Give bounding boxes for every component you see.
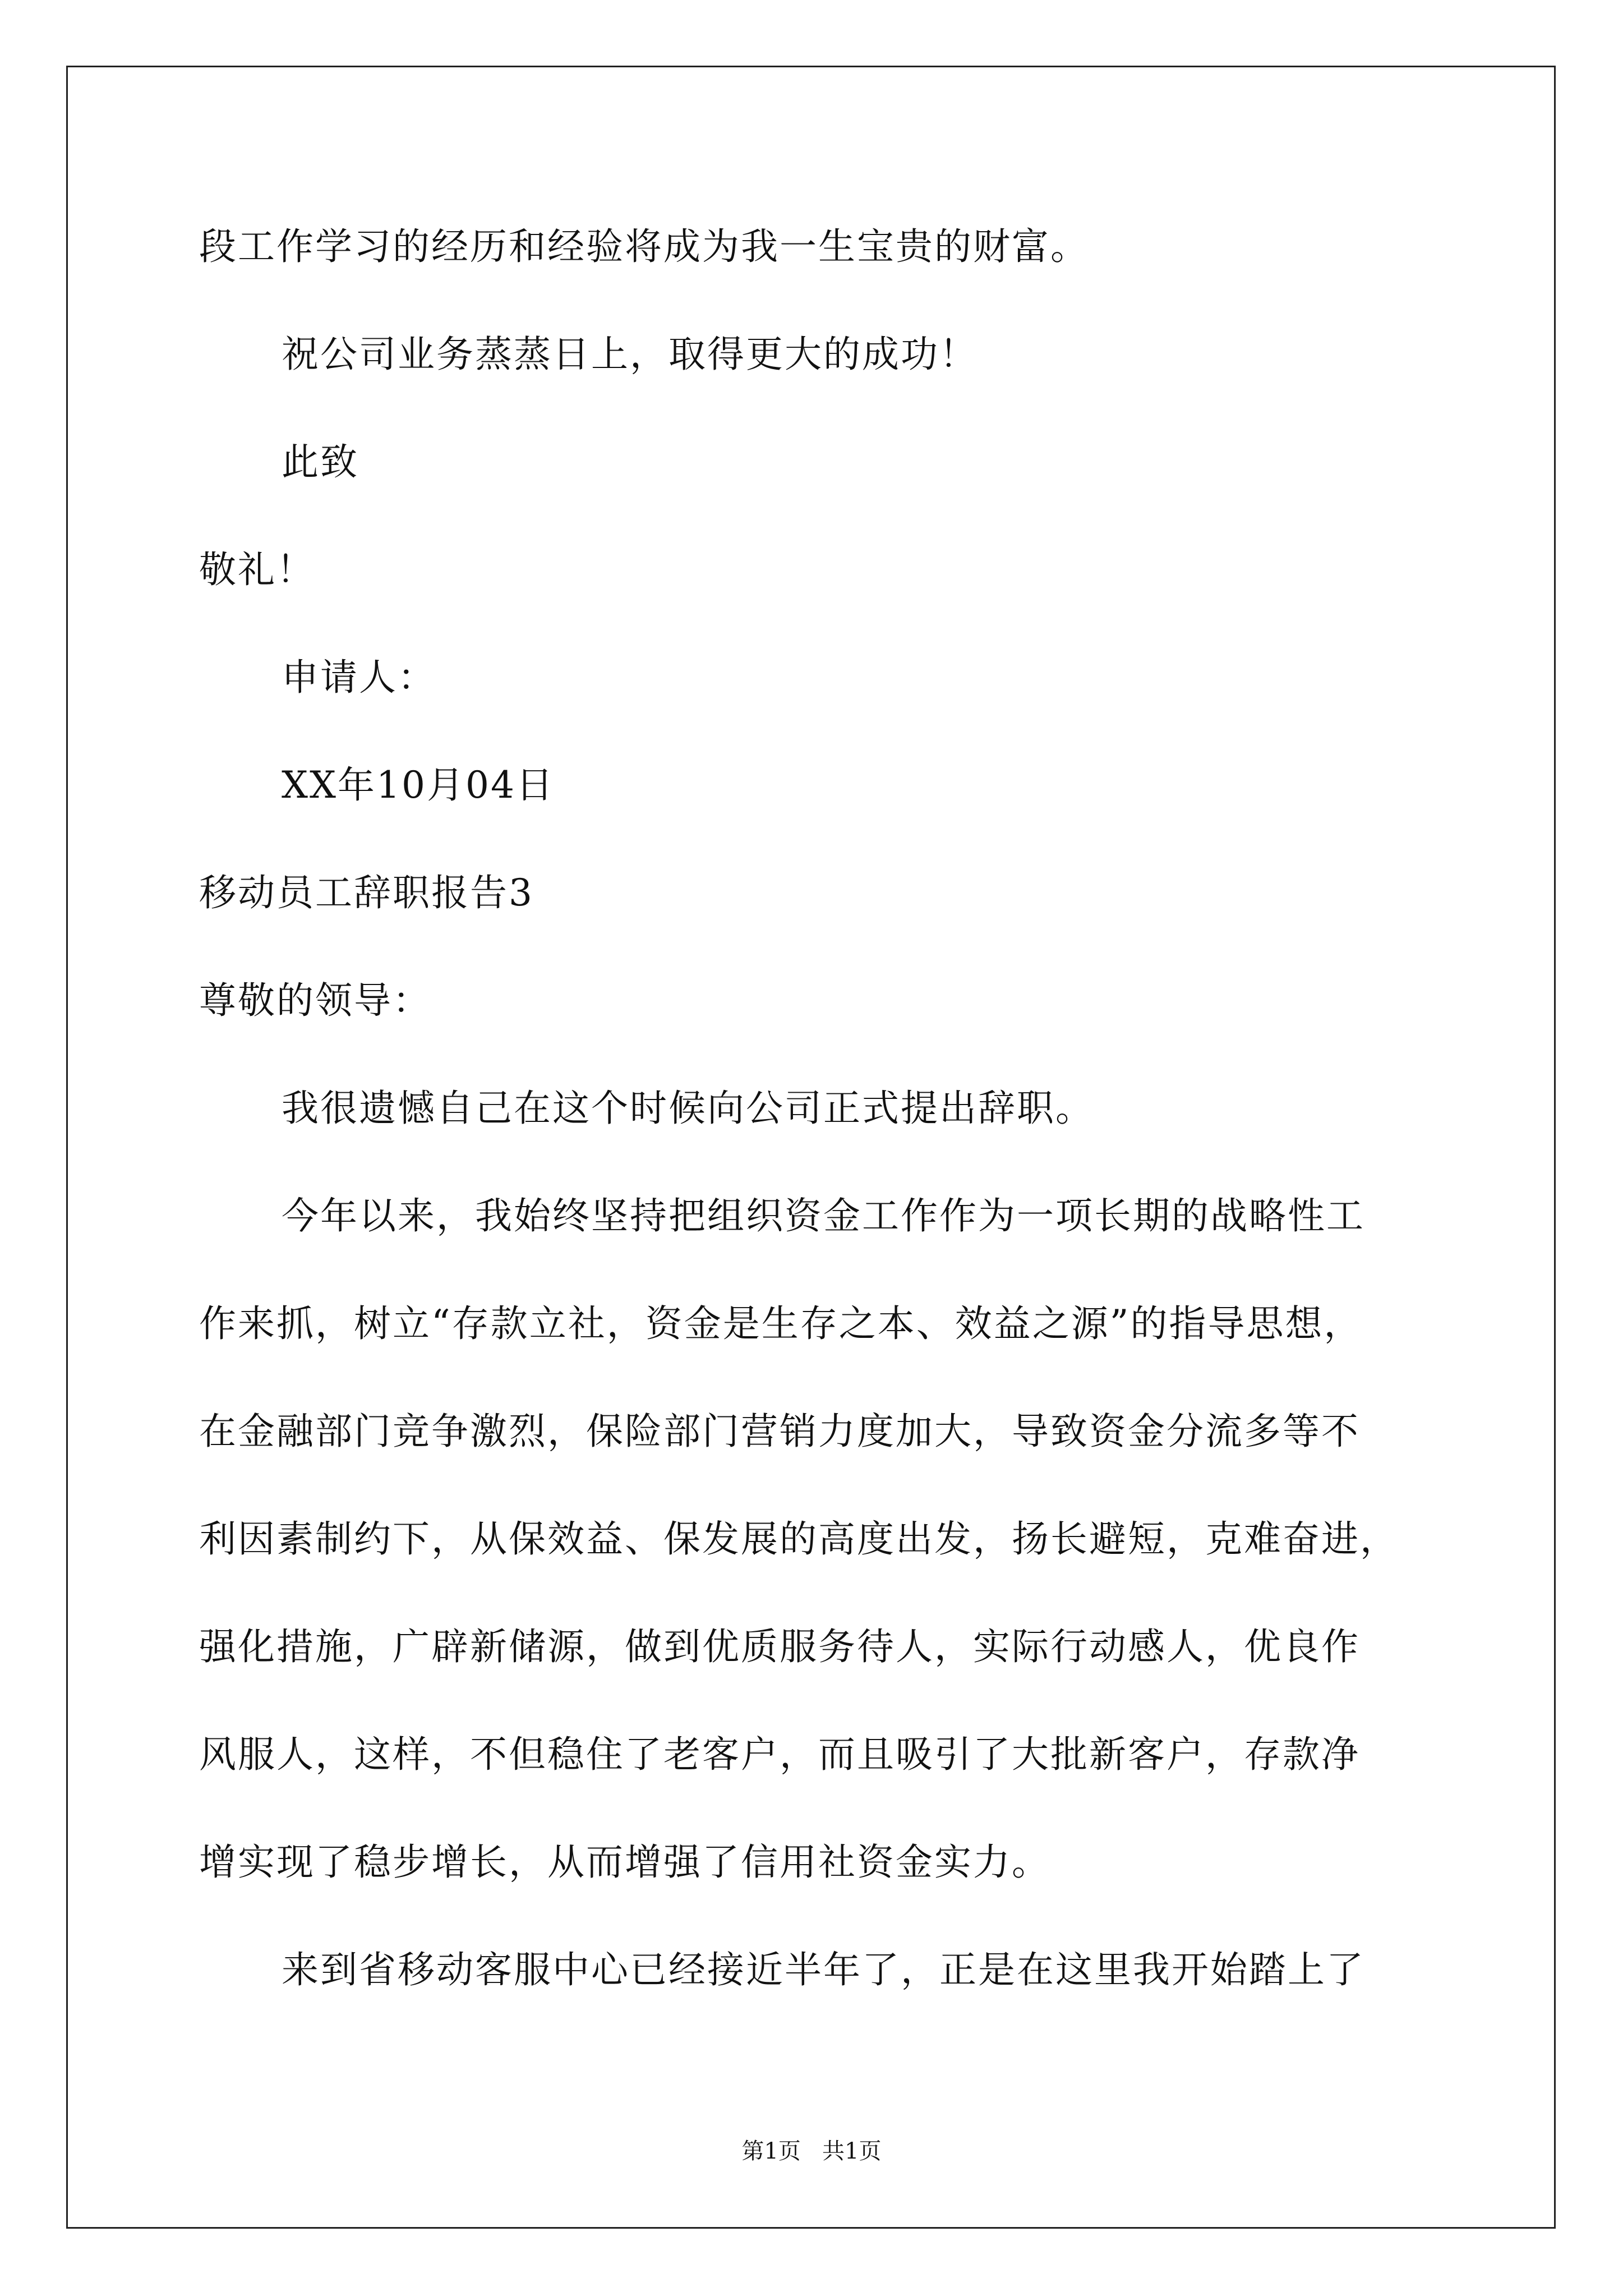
paragraph-line: 在金融部门竞争激烈，保险部门营销力度加大，导致资金分流多等不 (199, 1410, 1360, 1453)
paragraph-line: 祝公司业务蒸蒸日上，取得更大的成功！ (282, 333, 978, 376)
paragraph-line: 段工作学习的经历和经验将成为我一生宝贵的财富。 (199, 225, 1089, 268)
closing-regards: 敬礼！ (199, 548, 315, 591)
page-border (66, 66, 1556, 2229)
paragraph-line: 作来抓，树立“存款立社，资金是生存之本、效益之源”的指导思想， (199, 1302, 1363, 1345)
greeting: 尊敬的领导： (199, 979, 431, 1022)
closing-salutation: 此致 (282, 440, 359, 484)
applicant-label: 申请人： (282, 656, 436, 699)
paragraph-line: 我很遗憾自己在这个时候向公司正式提出辞职。 (282, 1087, 1094, 1130)
section-title: 移动员工辞职报告3 (199, 871, 534, 914)
paragraph-line: 风服人，这样，不但稳住了老客户，而且吸引了大批新客户，存款净 (199, 1733, 1360, 1776)
page-number-footer: 第1页 共1页 (741, 2138, 882, 2164)
paragraph-line: 利因素制约下，从保效益、保发展的高度出发，扬长避短，克难奋进， (199, 1517, 1399, 1561)
paragraph-line: 增实现了稳步增长，从而增强了信用社资金实力。 (199, 1841, 1050, 1884)
date-line: XX年10月04日 (282, 763, 555, 807)
paragraph-line: 来到省移动客服中心已经接近半年了，正是在这里我开始踏上了 (282, 1948, 1365, 1991)
paragraph-line: 今年以来，我始终坚持把组织资金工作作为一项长期的战略性工 (282, 1194, 1365, 1237)
paragraph-line: 强化措施，广辟新储源，做到优质服务待人，实际行动感人，优良作 (199, 1625, 1360, 1668)
